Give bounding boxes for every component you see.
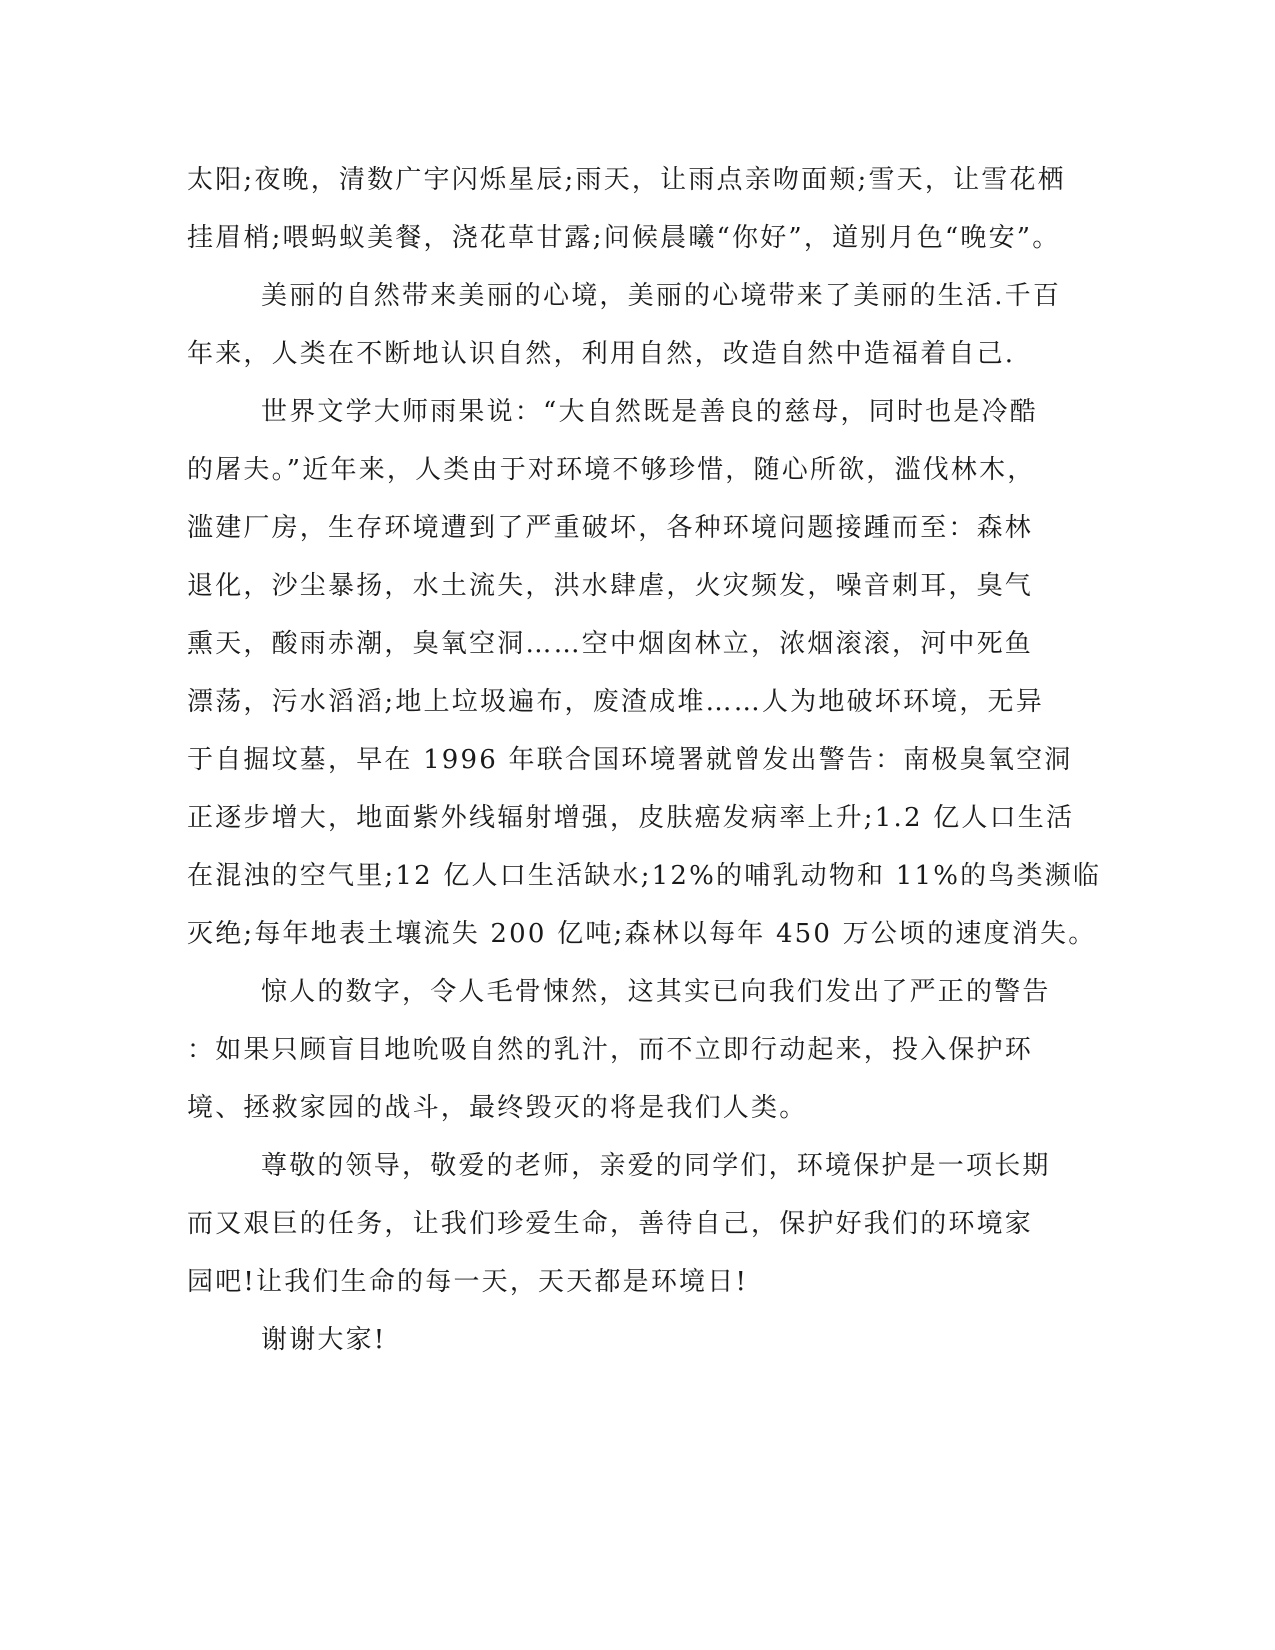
closing-line: 谢谢大家! [261, 1325, 387, 1355]
paragraph-start-line: 惊人的数字，令人毛骨悚然，这其实已向我们发出了严正的警告 [261, 977, 1051, 1007]
text-line: 正逐步增大，地面紫外线辐射增强，皮肤癌发病率上升;1.2 亿人口生活 [187, 803, 1075, 833]
text-line: 熏天，酸雨赤潮，臭氧空洞……空中烟囱林立，浓烟滚滚，河中死鱼 [187, 629, 1034, 659]
text-line: 境、拯救家园的战斗，最终毁灭的将是我们人类。 [187, 1093, 808, 1123]
text-line: ：如果只顾盲目地吮吸自然的乳汁，而不立即行动起来，投入保护环 [187, 1035, 1034, 1065]
text-line: 年来，人类在不断地认识自然，利用自然，改造自然中造福着自己. [187, 339, 1016, 369]
paragraph-start-line: 尊敬的领导，敬爱的老师，亲爱的同学们，环境保护是一项长期 [261, 1151, 1051, 1181]
text-line: 灭绝;每年地表土壤流失 200 亿吨;森林以每年 450 万公顷的速度消失。 [187, 919, 1097, 949]
paragraph-start-line: 美丽的自然带来美丽的心境，美丽的心境带来了美丽的生活.千百 [261, 281, 1062, 311]
text-line: 于自掘坟墓，早在 1996 年联合国环境署就曾发出警告：南极臭氧空洞 [187, 745, 1073, 775]
text-line: 挂眉梢;喂蚂蚁美餐，浇花草甘露;问候晨曦“你好”，道别月色“晚安”。 [187, 223, 1061, 253]
text-line: 退化，沙尘暴扬，水土流失，洪水肆虐，火灾频发，噪音刺耳，臭气 [187, 571, 1034, 601]
text-line: 的屠夫。”近年来，人类由于对环境不够珍惜，随心所欲，滥伐林木， [187, 455, 1036, 485]
text-line: 而又艰巨的任务，让我们珍爱生命，善待自己，保护好我们的环境家 [187, 1209, 1034, 1239]
text-line: 在混浊的空气里;12 亿人口生活缺水;12%的哺乳动物和 11%的鸟类濒临 [187, 861, 1102, 891]
paragraph-start-line: 世界文学大师雨果说：“大自然既是善良的慈母，同时也是冷酷 [261, 397, 1038, 427]
text-line: 漂荡，污水滔滔;地上垃圾遍布，废渣成堆……人为地破坏环境，无异 [187, 687, 1044, 717]
text-line: 太阳;夜晚，清数广宇闪烁星辰;雨天，让雨点亲吻面颊;雪天，让雪花栖 [187, 165, 1066, 195]
text-line: 园吧!让我们生命的每一天，天天都是环境日! [187, 1267, 749, 1297]
text-line: 滥建厂房，生存环境遭到了严重破坏，各种环境问题接踵而至：森林 [187, 513, 1034, 543]
